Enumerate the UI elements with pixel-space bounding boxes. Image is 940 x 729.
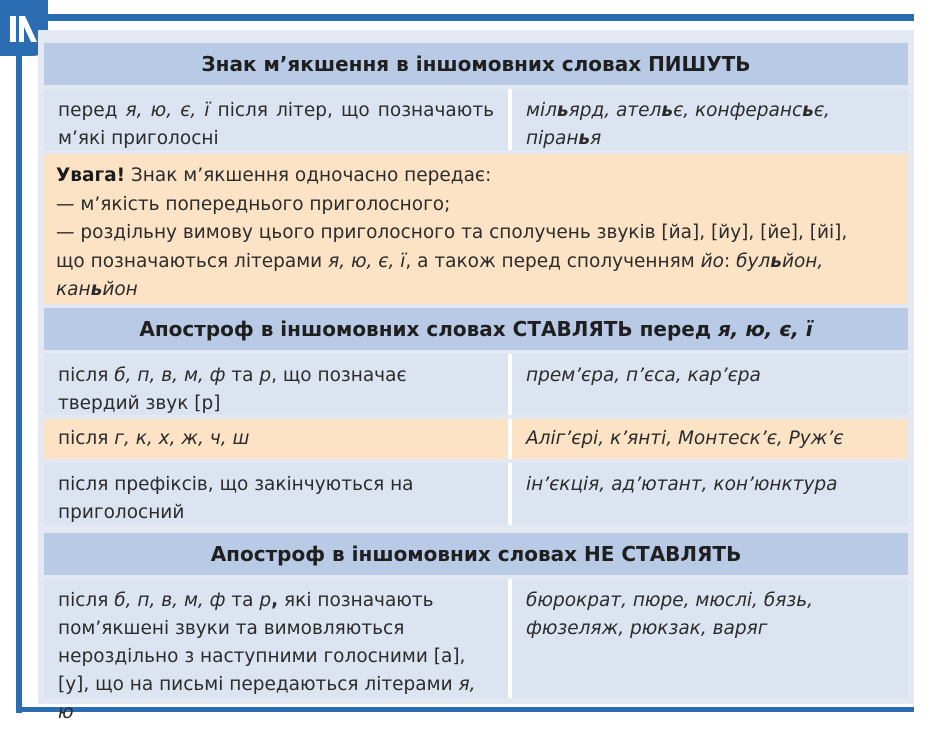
rule-cell: після г, к, х, ж, ч, ш — [58, 428, 250, 449]
examples-cell: ін’єкція, ад’ютант, кон’юнктура — [526, 474, 838, 495]
row-soft-sign-rule — [44, 89, 908, 150]
header-soft-sign: Знак м’якшення в іншомовних словах ПИШУТЬ — [44, 43, 908, 85]
examples-cell: бюрократ, пюре, мюслі, бязь, фюзеляж, рюкзак, варяг — [526, 590, 813, 639]
header-apostrophe-put: Апостроф в іншомовних словах СТАВЛЯТЬ перед я, ю, є, ї — [44, 308, 908, 350]
examples-cell: прем’єра, п’єса, кар’єра — [526, 365, 761, 386]
rule-cell: після б, п, в, м, ф та р, які позначають пом’якшені звуки та вимовляються нероздільно з наступними голосними [а], [у], що на письмі передаються літерами я, ю — [58, 590, 476, 723]
top-border — [40, 14, 914, 21]
examples-cell: Аліг’єрі, к’янті, Монтеск’є, Руж’є — [526, 428, 844, 449]
rule-cell: після префіксів, що закінчуються на приголосний — [58, 474, 414, 523]
side-border — [16, 50, 22, 713]
note-title: Увага! — [56, 165, 126, 186]
row-apostrophe-labials — [44, 354, 908, 415]
row-apostrophe-sibilants — [44, 419, 908, 459]
rule-cell: після б, п, в, м, ф та р, що позначає твердий звук [р] — [58, 365, 407, 414]
header-apostrophe-not-put: Апостроф в іншомовних словах НЕ СТАВЛЯТЬ — [44, 533, 908, 575]
row-no-apostrophe — [44, 579, 908, 723]
bottom-border — [16, 707, 914, 712]
attention-note: Увага! Знак м’якшення одночасно передає: — м’якість попереднього приголосного; — роздільну вимову цього приголосного та сполучень звуків [йа], [йу], [йе], [йі], що позначаються літерами я, ю, є, ї, а також перед сполученням йо: бульйон, каньйон — [44, 154, 908, 304]
rule-cell: перед я, ю, є, ї після літер, що позначають м’які приголосні — [58, 100, 495, 149]
row-apostrophe-prefixes — [44, 463, 908, 525]
examples-cell: мільярд, ательє, конферансьє, піранья — [526, 100, 830, 149]
